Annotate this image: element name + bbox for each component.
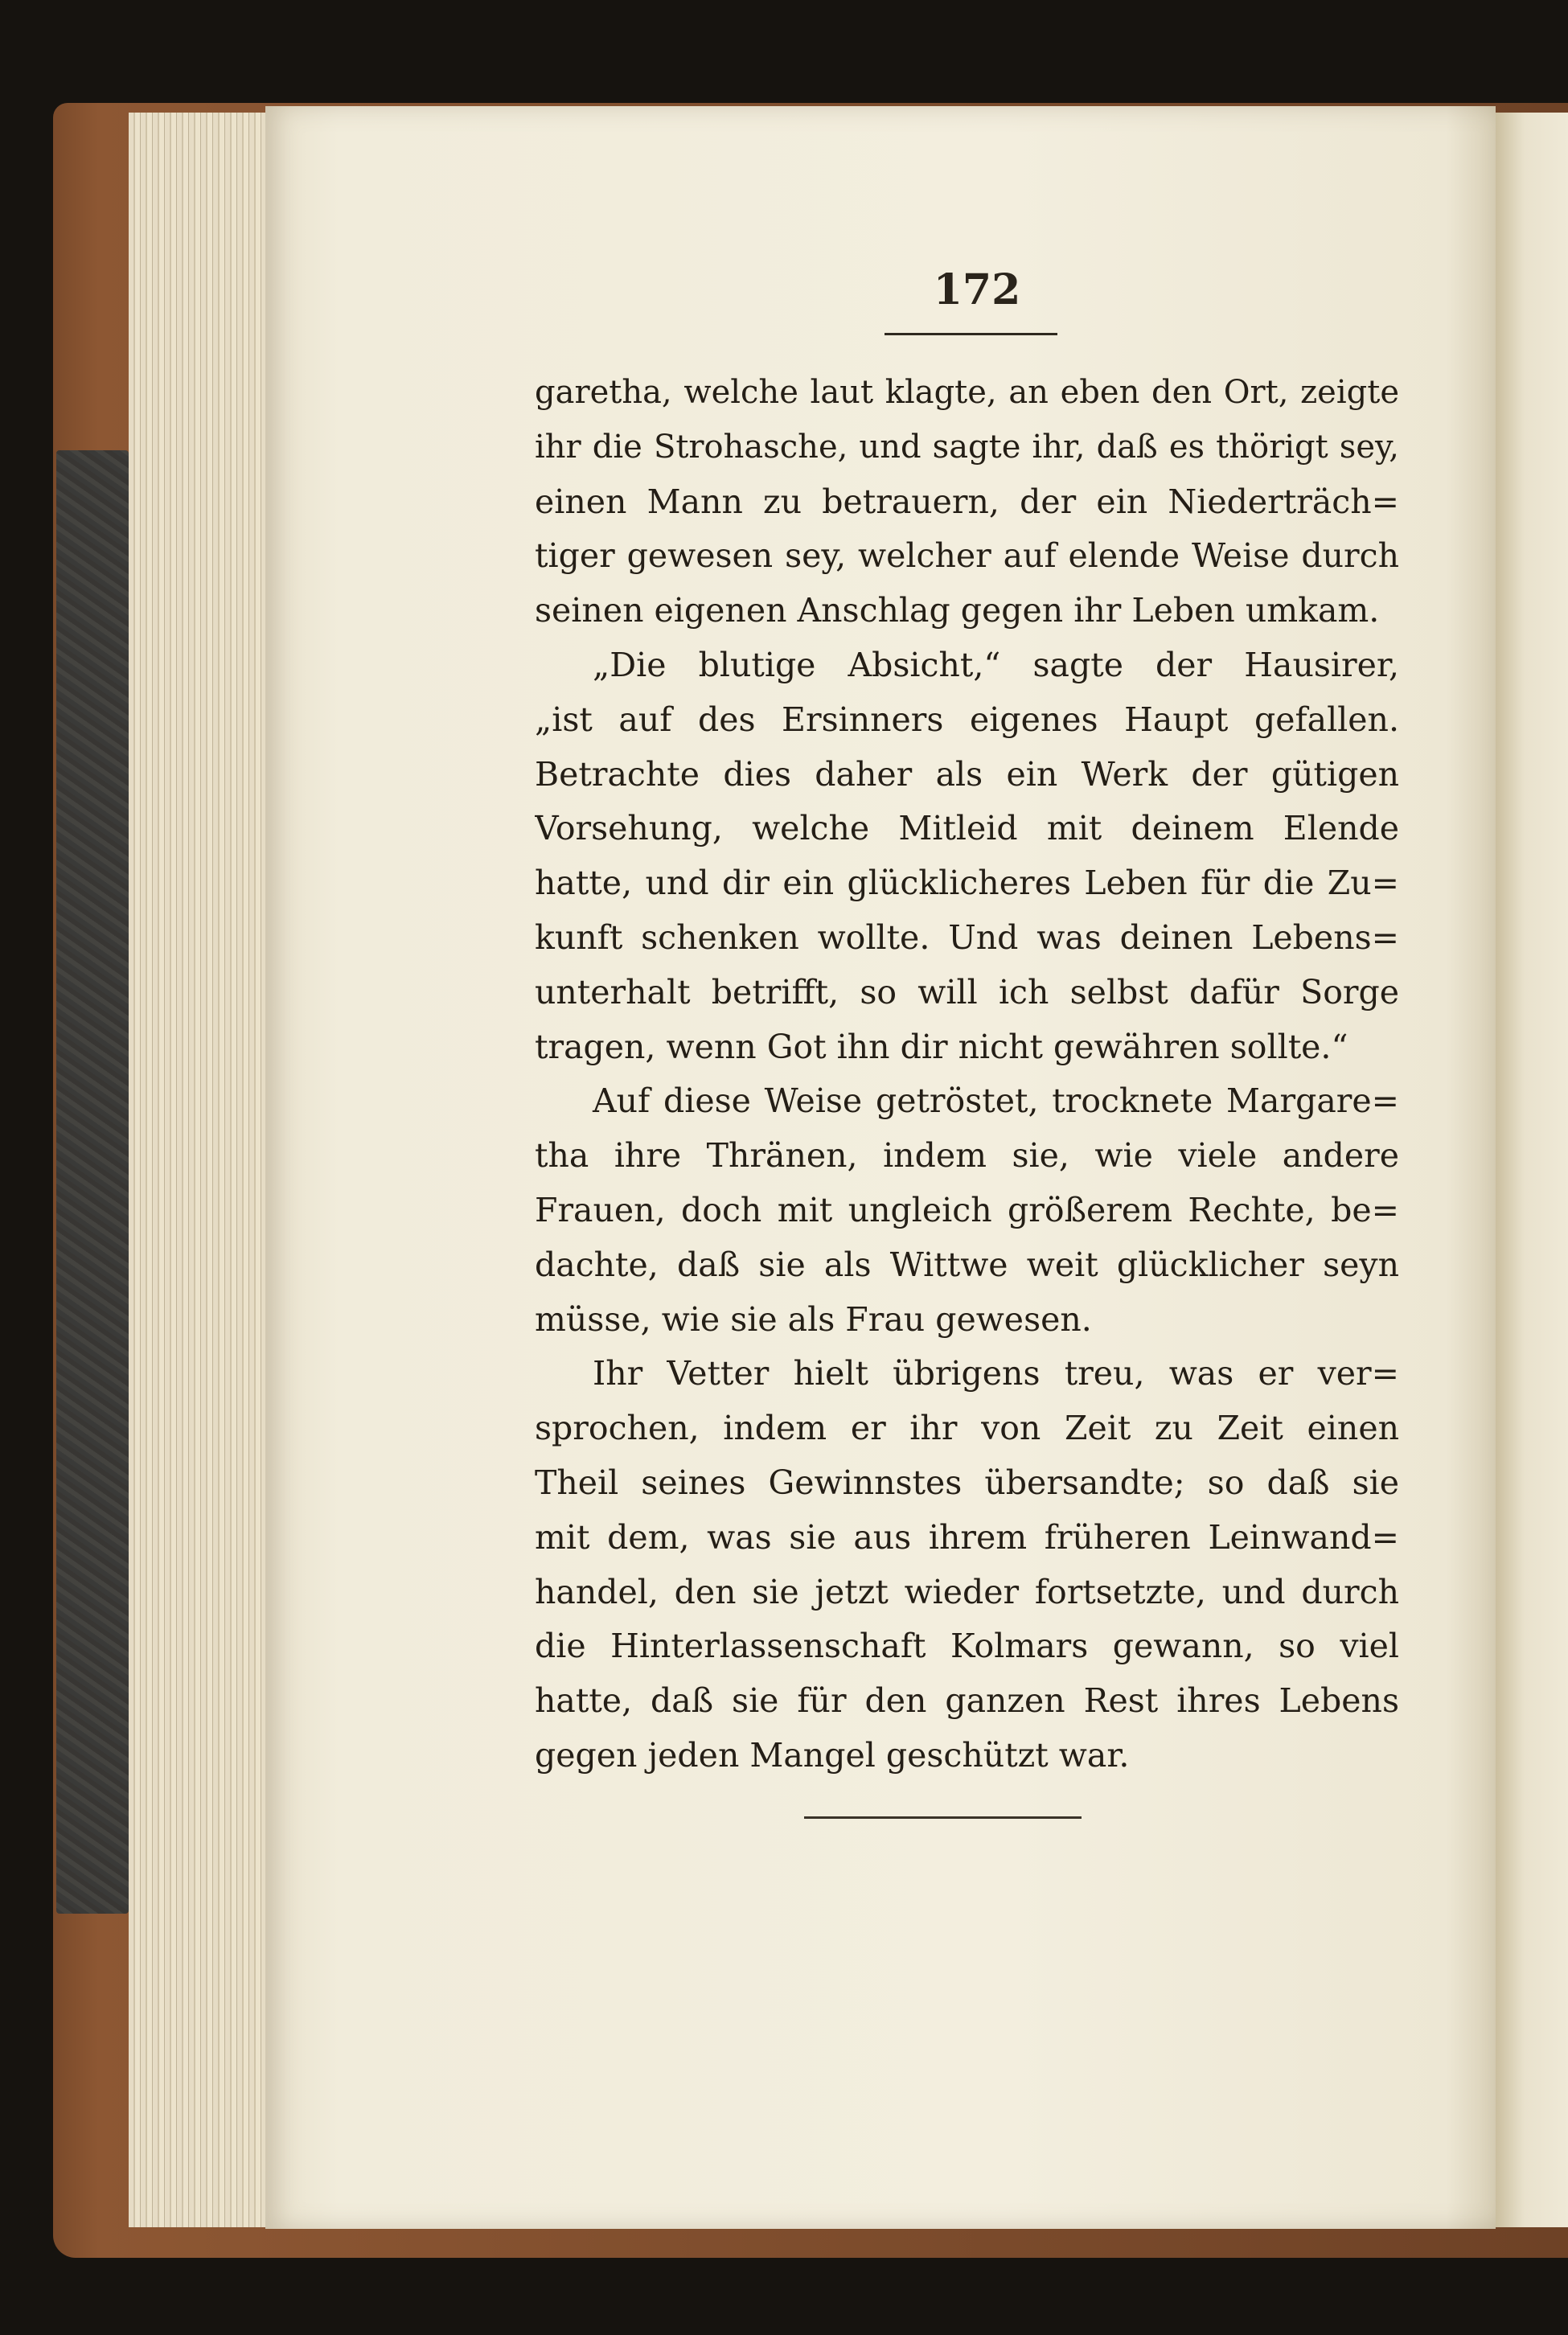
text-line: handel, den sie jetzt wieder fortsetzte, und durch [535,1572,1399,1611]
adjacent-page-edge [1496,113,1568,2227]
text-line: Vorsehung, welche Mitleid mit deinem Elende [535,809,1399,848]
text-line: sprochen, indem er ihr von Zeit zu Zeit einen [535,1409,1399,1448]
text-line: „Die blutige Absicht,“ sagte der Hausirer, [593,645,1399,684]
text-line: tiger gewesen sey, welcher auf elende Weise durch [535,536,1399,576]
text-line: einen Mann zu betrauern, der ein Niederträch= [535,482,1399,521]
text-line: Betrachte dies daher als ein Werk der gütigen [535,754,1399,794]
page-text [535,366,1399,1783]
text-line: Auf diese Weise getröstet, trocknete Margare= [593,1081,1399,1121]
text-line: „ist auf des Ersinners eigenes Haupt gefallen. [535,700,1399,739]
end-rule [804,1816,1082,1819]
text-line: Ihr Vetter hielt übrigens treu, was er ver= [593,1354,1399,1393]
text-line: hatte, daß sie für den ganzen Rest ihres Lebens [535,1681,1399,1721]
text-line: dachte, daß sie als Wittwe weit glücklicher seyn [535,1245,1399,1284]
text-line: müsse, wie sie als Frau gewesen. [535,1299,1092,1339]
text-line: garetha, welche laut klagte, an eben den Ort, zeigte [535,374,1399,411]
text-line: unterhalt betrifft, so will ich selbst dafür Sorge [535,972,1399,1012]
text-line: gegen jeden Mangel geschützt war. [535,1735,1130,1775]
text-line: seinen eigenen Anschlag gegen ihr Leben umkam. [535,591,1380,630]
text-line: Theil seines Gewinnstes übersandte; so daß sie [535,1463,1399,1502]
text-line: Frauen, doch mit ungleich größerem Rechte, be= [535,1190,1399,1229]
text-line: kunft schenken wollte. Und was deinen Lebens= [535,917,1399,957]
page-number: 172 [933,265,1021,314]
text-line: tragen, wenn Got ihn dir nicht gewähren sollte.“ [535,1027,1348,1066]
header-rule [885,333,1057,335]
book-spine-cloth [56,450,129,1914]
text-line: hatte, und dir ein glücklicheres Leben für die Zu= [535,864,1399,903]
text-line: ihr die Strohasche, und sagte ihr, daß es thörigt sey, [535,428,1399,466]
text-line: mit dem, was sie aus ihrem früheren Leinwand= [535,1517,1399,1557]
page-edges [129,113,267,2227]
text-line: die Hinterlassenschaft Kolmars gewann, so viel [535,1627,1399,1666]
text-line: tha ihre Thränen, indem sie, wie viele andere [535,1136,1399,1176]
